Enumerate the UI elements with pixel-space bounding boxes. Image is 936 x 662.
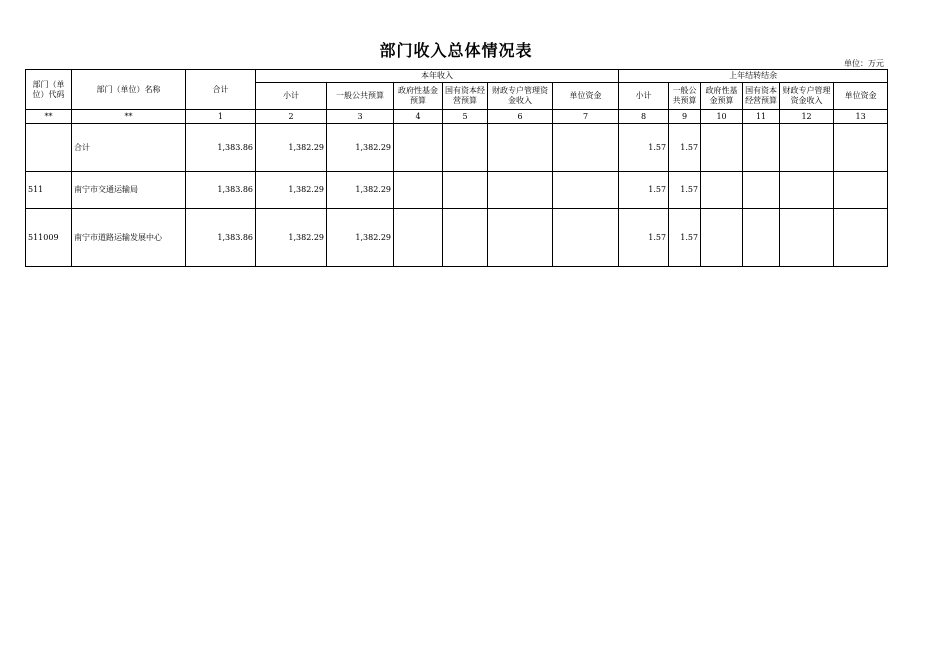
header-cur-state-capital: 国有资本经营预算 xyxy=(443,83,488,110)
header-cur-subtotal: 小计 xyxy=(256,83,327,110)
cell-cur-special-account xyxy=(488,124,553,172)
cell-total: 1,383.86 xyxy=(186,124,256,172)
header-total: 合计 xyxy=(186,70,256,110)
cell-car-gov-fund xyxy=(701,172,743,209)
cell-cur-special-account xyxy=(488,209,553,267)
cell-total: 1,383.86 xyxy=(186,172,256,209)
cell-car-general-budget: 1.57 xyxy=(669,124,701,172)
header-car-general-budget: 一般公共预算 xyxy=(669,83,701,110)
index-cell: ** xyxy=(26,110,72,124)
index-cell: ** xyxy=(72,110,186,124)
cell-cur-general-budget: 1,382.29 xyxy=(327,124,394,172)
cell-cur-general-budget: 1,382.29 xyxy=(327,209,394,267)
cell-car-general-budget: 1.57 xyxy=(669,172,701,209)
index-cell: 3 xyxy=(327,110,394,124)
cell-code xyxy=(26,124,72,172)
cell-cur-gov-fund xyxy=(394,209,443,267)
header-cur-unit-fund: 单位资金 xyxy=(553,83,619,110)
cell-code: 511009 xyxy=(26,209,72,267)
header-car-special-account: 财政专户管理资金收入 xyxy=(780,83,834,110)
cell-total: 1,383.86 xyxy=(186,209,256,267)
cell-car-subtotal: 1.57 xyxy=(619,124,669,172)
cell-car-unit-fund xyxy=(834,209,888,267)
cell-name: 合计 xyxy=(72,124,186,172)
cell-cur-state-capital xyxy=(443,209,488,267)
header-car-gov-fund: 政府性基金预算 xyxy=(701,83,743,110)
index-cell: 9 xyxy=(669,110,701,124)
cell-cur-gov-fund xyxy=(394,172,443,209)
index-cell: 12 xyxy=(780,110,834,124)
unit-label: 单位：万元 xyxy=(844,59,884,68)
cell-car-state-capital xyxy=(743,172,780,209)
header-name: 部门（单位）名称 xyxy=(72,70,186,110)
index-cell: 10 xyxy=(701,110,743,124)
cell-car-subtotal: 1.57 xyxy=(619,172,669,209)
header-car-state-capital: 国有资本经营预算 xyxy=(743,83,780,110)
cell-code: 511 xyxy=(26,172,72,209)
header-current-year: 本年收入 xyxy=(256,70,619,83)
index-cell: 1 xyxy=(186,110,256,124)
cell-cur-subtotal: 1,382.29 xyxy=(256,124,327,172)
column-index-row xyxy=(26,110,888,124)
cell-car-state-capital xyxy=(743,209,780,267)
cell-cur-unit-fund xyxy=(553,172,619,209)
table-row-total xyxy=(26,124,888,172)
cell-car-unit-fund xyxy=(834,124,888,172)
index-cell: 13 xyxy=(834,110,888,124)
cell-cur-special-account xyxy=(488,172,553,209)
index-cell: 4 xyxy=(394,110,443,124)
cell-name: 南宁市交通运输局 xyxy=(72,172,186,209)
cell-cur-unit-fund xyxy=(553,124,619,172)
index-cell: 6 xyxy=(488,110,553,124)
cell-car-unit-fund xyxy=(834,172,888,209)
cell-car-special-account xyxy=(780,172,834,209)
cell-cur-general-budget: 1,382.29 xyxy=(327,172,394,209)
header-carryover: 上年结转结余 xyxy=(619,70,888,83)
header-cur-general-budget: 一般公共预算 xyxy=(327,83,394,110)
cell-cur-gov-fund xyxy=(394,124,443,172)
cell-cur-subtotal: 1,382.29 xyxy=(256,209,327,267)
cell-car-general-budget: 1.57 xyxy=(669,209,701,267)
cell-car-gov-fund xyxy=(701,209,743,267)
income-summary-table xyxy=(25,69,888,267)
header-cur-gov-fund: 政府性基金预算 xyxy=(394,83,443,110)
index-cell: 7 xyxy=(553,110,619,124)
cell-cur-state-capital xyxy=(443,172,488,209)
cell-cur-state-capital xyxy=(443,124,488,172)
index-cell: 2 xyxy=(256,110,327,124)
header-code: 部门（单位）代码 xyxy=(26,70,72,110)
header-car-subtotal: 小计 xyxy=(619,83,669,110)
cell-car-subtotal: 1.57 xyxy=(619,209,669,267)
cell-car-state-capital xyxy=(743,124,780,172)
header-car-unit-fund: 单位资金 xyxy=(834,83,888,110)
cell-car-special-account xyxy=(780,124,834,172)
index-cell: 8 xyxy=(619,110,669,124)
header-cur-special-account: 财政专户管理资金收入 xyxy=(488,83,553,110)
table-row xyxy=(26,172,888,209)
cell-name: 南宁市道路运输发展中心 xyxy=(72,209,186,267)
header-row-group xyxy=(26,70,888,83)
cell-car-gov-fund xyxy=(701,124,743,172)
index-cell: 5 xyxy=(443,110,488,124)
cell-cur-unit-fund xyxy=(553,209,619,267)
table-row xyxy=(26,209,888,267)
cell-car-special-account xyxy=(780,209,834,267)
page-title: 部门收入总体情况表 xyxy=(379,41,533,60)
index-cell: 11 xyxy=(743,110,780,124)
cell-cur-subtotal: 1,382.29 xyxy=(256,172,327,209)
